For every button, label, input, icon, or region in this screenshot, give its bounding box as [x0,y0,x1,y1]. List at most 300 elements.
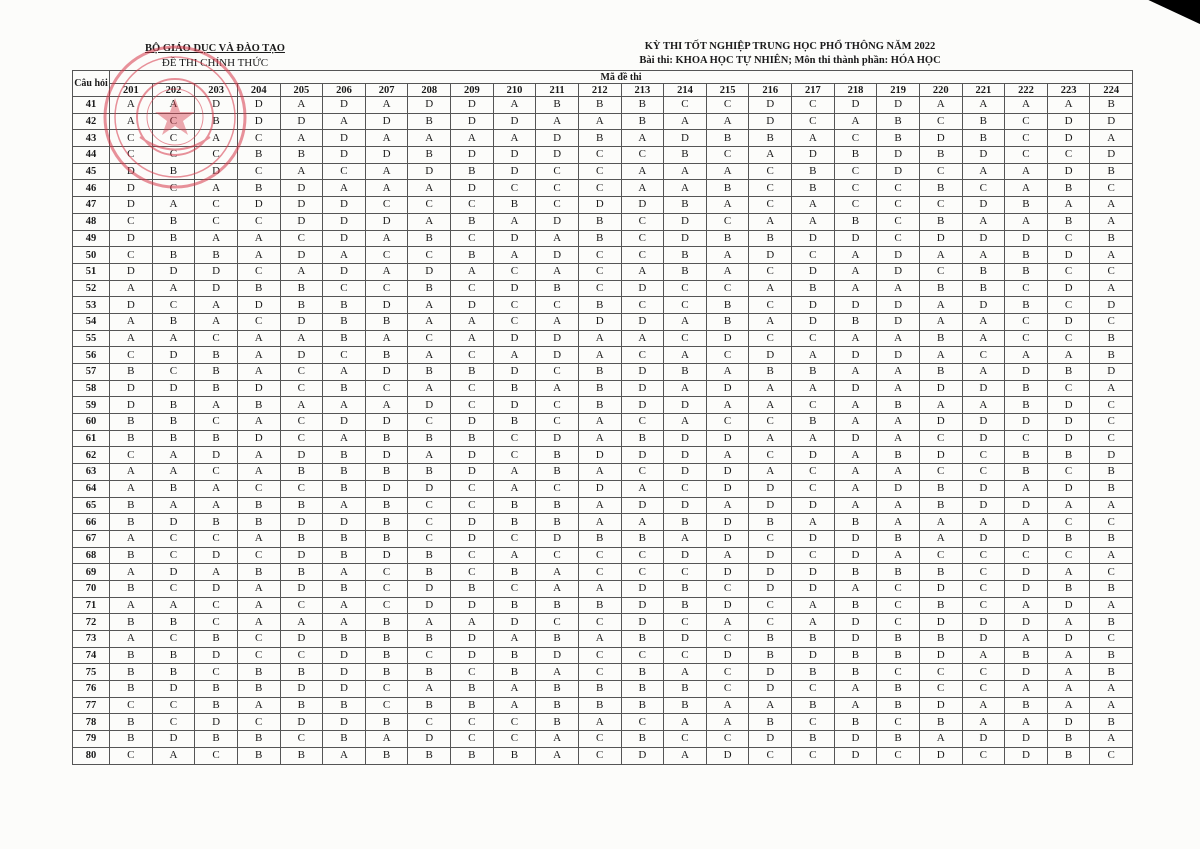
answer-cell: B [1090,647,1133,664]
answer-cell: D [323,230,366,247]
question-number: 58 [73,380,110,397]
answer-cell: B [962,113,1005,130]
answer-cell: A [323,364,366,381]
answer-cell: D [195,647,238,664]
answer-cell: B [749,647,792,664]
answer-cell: B [792,364,835,381]
answer-cell: C [578,263,621,280]
exam-title: KỲ THI TỐT NGHIỆP TRUNG HỌC PHỔ THÔNG NĂM 2022 [644,41,936,52]
answer-cell: C [706,414,749,431]
answer-cell: B [621,731,664,748]
answer-cell: D [834,547,877,564]
answer-cell: D [1090,297,1133,314]
answer-cell: A [110,464,153,481]
answer-cell: C [877,747,920,764]
answer-cell: C [152,364,195,381]
answer-cell: A [1047,681,1090,698]
answer-cell: A [493,130,536,147]
answer-cell: C [792,113,835,130]
answer-cell: D [152,347,195,364]
answer-cell: B [536,447,579,464]
answer-cell: A [749,397,792,414]
answer-cell: C [919,664,962,681]
answer-cell: A [493,697,536,714]
answer-cell: B [408,631,451,648]
exam-code-213: 213 [621,84,664,97]
ministry-name: BỘ GIÁO DỤC VÀ ĐÀO TẠO [145,43,285,54]
answer-cell: C [536,163,579,180]
answer-cell: C [280,230,323,247]
answer-cell: D [962,731,1005,748]
answer-cell: A [152,497,195,514]
answer-cell: A [152,597,195,614]
table-row [73,497,1133,514]
answer-cell: B [834,564,877,581]
answer-cell: C [536,614,579,631]
answer-cell: B [749,130,792,147]
answer-cell: A [408,380,451,397]
answer-cell: A [323,747,366,764]
answer-cell: A [834,364,877,381]
question-number: 69 [73,564,110,581]
answer-cell: D [1047,113,1090,130]
answer-cell: B [493,414,536,431]
answer-cell: D [877,247,920,264]
answer-cell: B [1005,397,1048,414]
answer-cell: C [664,731,707,748]
answer-cell: B [1090,664,1133,681]
exam-code-220: 220 [919,84,962,97]
answer-cell: C [237,313,280,330]
answer-cell: A [578,464,621,481]
answer-cell: C [536,414,579,431]
answer-cell: B [919,631,962,648]
answer-cell: B [237,664,280,681]
answer-cell: D [536,213,579,230]
answer-cell: C [621,213,664,230]
answer-cell: D [110,163,153,180]
answer-cell: D [919,647,962,664]
answer-cell: B [493,380,536,397]
answer-cell: B [195,380,238,397]
answer-cell: C [792,97,835,114]
answer-cell: D [706,530,749,547]
answer-cell: A [1047,197,1090,214]
answer-cell: A [1047,497,1090,514]
answer-cell: B [621,664,664,681]
answer-cell: B [451,213,494,230]
answer-cell: D [323,197,366,214]
answer-cell: C [152,147,195,164]
answer-cell: D [877,97,920,114]
question-number: 73 [73,631,110,648]
answer-cell: D [749,97,792,114]
answer-cell: B [1090,163,1133,180]
answer-cell: B [152,397,195,414]
answer-cell: B [919,597,962,614]
question-number: 72 [73,614,110,631]
answer-cell: C [493,430,536,447]
answer-cell: C [280,647,323,664]
answer-cell: C [110,697,153,714]
answer-cell: C [152,530,195,547]
answer-cell: B [877,697,920,714]
answer-cell: A [451,614,494,631]
question-number: 49 [73,230,110,247]
answer-cell: C [749,163,792,180]
answer-cell: C [451,564,494,581]
answer-cell: D [195,280,238,297]
answer-cell: A [749,280,792,297]
answer-cell: C [110,247,153,264]
answer-cell: C [792,681,835,698]
table-row [73,464,1133,481]
answer-cell: D [323,414,366,431]
answer-cell: A [408,180,451,197]
answer-cell: A [237,247,280,264]
answer-cell: A [237,447,280,464]
table-row [73,597,1133,614]
answer-cell: A [493,347,536,364]
answer-cell: B [1005,697,1048,714]
answer-cell: C [621,647,664,664]
answer-cell: A [664,714,707,731]
answer-cell: C [451,497,494,514]
answer-cell: B [365,497,408,514]
answer-cell: C [237,547,280,564]
answer-cell: C [110,447,153,464]
answer-cell: B [578,213,621,230]
answer-cell: D [962,414,1005,431]
answer-cell: C [749,180,792,197]
answer-cell: A [962,247,1005,264]
answer-cell: D [493,230,536,247]
answer-cell: D [749,664,792,681]
answer-cell: A [365,130,408,147]
answer-cell: C [621,247,664,264]
answer-cell: D [962,297,1005,314]
answer-cell: D [323,213,366,230]
answer-cell: C [451,347,494,364]
answer-cell: A [962,647,1005,664]
answer-cell: B [834,313,877,330]
answer-cell: B [152,313,195,330]
answer-cell: C [749,597,792,614]
answer-cell: B [1047,447,1090,464]
answer-cell: A [152,197,195,214]
answer-cell: B [280,464,323,481]
answer-cell: B [110,414,153,431]
answer-cell: C [792,747,835,764]
answer-rows [73,97,1133,765]
answer-cell: A [834,113,877,130]
answer-cell: C [1090,430,1133,447]
answer-cell: D [493,614,536,631]
answer-cell: B [195,697,238,714]
answer-cell: A [1047,664,1090,681]
answer-cell: A [834,280,877,297]
table-row [73,330,1133,347]
question-number: 57 [73,364,110,381]
question-number: 46 [73,180,110,197]
answer-cell: B [280,747,323,764]
answer-cell: B [110,731,153,748]
exam-code-207: 207 [365,84,408,97]
answer-cell: B [365,430,408,447]
answer-cell: B [451,364,494,381]
answer-cell: B [1005,380,1048,397]
answer-cell: B [877,564,920,581]
answer-cell: D [451,631,494,648]
exam-code-221: 221 [962,84,1005,97]
answer-cell: C [280,364,323,381]
answer-cell: B [621,697,664,714]
answer-cell: A [152,280,195,297]
answer-cell: B [919,497,962,514]
answer-cell: C [706,631,749,648]
answer-cell: D [1047,280,1090,297]
answer-cell: C [919,681,962,698]
answer-cell: A [323,614,366,631]
answer-cell: A [1047,347,1090,364]
answer-cell: D [323,130,366,147]
answer-cell: B [792,664,835,681]
answer-cell: A [706,714,749,731]
answer-cell: C [536,480,579,497]
table-row [73,414,1133,431]
answer-cell: A [834,464,877,481]
question-number: 45 [73,163,110,180]
answer-cell: B [877,731,920,748]
answer-cell: D [1047,130,1090,147]
answer-cell: D [493,163,536,180]
table-row [73,97,1133,114]
answer-cell: C [1047,147,1090,164]
question-number: 74 [73,647,110,664]
answer-cell: D [962,380,1005,397]
answer-cell: A [664,664,707,681]
answer-cell: B [408,547,451,564]
answer-cell: D [1005,747,1048,764]
answer-cell: B [962,280,1005,297]
answer-cell: D [1005,414,1048,431]
answer-cell: A [919,247,962,264]
answer-cell: D [365,113,408,130]
answer-key-table [72,70,1133,765]
answer-cell: A [237,330,280,347]
table-row [73,430,1133,447]
answer-cell: C [834,180,877,197]
answer-cell: D [408,580,451,597]
answer-cell: C [1090,263,1133,280]
answer-cell: B [1005,247,1048,264]
answer-cell: C [451,230,494,247]
answer-cell: A [365,230,408,247]
answer-cell: B [792,731,835,748]
question-number: 62 [73,447,110,464]
answer-cell: C [195,597,238,614]
question-number: 53 [73,297,110,314]
answer-cell: D [365,364,408,381]
answer-cell: A [1005,347,1048,364]
answer-cell: C [706,347,749,364]
answer-cell: B [536,631,579,648]
answer-cell: D [706,380,749,397]
answer-cell: C [578,547,621,564]
answer-cell: C [578,180,621,197]
answer-cell: C [451,547,494,564]
answer-cell: A [834,330,877,347]
question-number: 47 [73,197,110,214]
answer-cell: B [1005,263,1048,280]
answer-cell: A [110,564,153,581]
answer-cell: D [792,297,835,314]
answer-cell: A [664,313,707,330]
answer-cell: C [749,263,792,280]
answer-cell: B [280,664,323,681]
answer-cell: C [1047,297,1090,314]
answer-cell: C [493,580,536,597]
answer-cell: A [323,397,366,414]
answer-cell: D [195,97,238,114]
answer-cell: A [280,330,323,347]
answer-cell: D [706,564,749,581]
answer-cell: D [408,97,451,114]
answer-cell: B [493,197,536,214]
answer-cell: C [195,464,238,481]
answer-cell: C [493,297,536,314]
answer-cell: D [1005,230,1048,247]
answer-cell: C [280,380,323,397]
answer-cell: D [664,447,707,464]
answer-cell: A [919,297,962,314]
answer-cell: B [536,497,579,514]
answer-cell: A [1090,597,1133,614]
answer-cell: C [1005,547,1048,564]
answer-cell: B [919,280,962,297]
answer-cell: B [408,147,451,164]
answer-cell: D [621,747,664,764]
answer-cell: D [280,313,323,330]
exam-code-217: 217 [792,84,835,97]
answer-cell: C [664,97,707,114]
answer-cell: B [578,230,621,247]
answer-cell: D [152,514,195,531]
answer-cell: C [237,263,280,280]
answer-cell: B [792,280,835,297]
answer-cell: B [110,714,153,731]
answer-cell: D [280,714,323,731]
exam-code-209: 209 [451,84,494,97]
exam-code-203: 203 [195,84,238,97]
answer-cell: A [706,263,749,280]
answer-cell: A [110,597,153,614]
answer-cell: C [621,347,664,364]
answer-cell: C [621,714,664,731]
answer-cell: B [664,197,707,214]
answer-cell: C [749,530,792,547]
answer-cell: A [962,213,1005,230]
answer-cell: D [408,263,451,280]
answer-cell: D [451,597,494,614]
answer-cell: A [195,180,238,197]
answer-cell: D [110,263,153,280]
table-row [73,130,1133,147]
answer-cell: B [408,113,451,130]
answer-cell: C [919,263,962,280]
answer-cell: B [1090,347,1133,364]
answer-cell: B [365,714,408,731]
answer-cell: C [323,280,366,297]
answer-cell: B [834,664,877,681]
answer-cell: C [1047,330,1090,347]
answer-cell: B [408,664,451,681]
answer-cell: D [451,97,494,114]
answer-cell: D [877,480,920,497]
answer-cell: A [237,697,280,714]
answer-cell: D [493,113,536,130]
answer-cell: D [664,230,707,247]
answer-cell: C [110,747,153,764]
answer-cell: A [749,313,792,330]
question-number: 63 [73,464,110,481]
answer-cell: D [451,297,494,314]
answer-cell: A [877,430,920,447]
answer-cell: D [919,580,962,597]
answer-cell: D [621,197,664,214]
answer-cell: C [152,297,195,314]
answer-cell: B [110,647,153,664]
answer-cell: B [365,347,408,364]
answer-cell: D [1090,113,1133,130]
answer-cell: A [237,597,280,614]
answer-cell: A [536,263,579,280]
answer-cell: C [451,380,494,397]
answer-cell: B [323,447,366,464]
question-number: 78 [73,714,110,731]
exam-code-205: 205 [280,84,323,97]
answer-cell: B [1090,330,1133,347]
answer-cell: C [408,247,451,264]
answer-cell: C [536,364,579,381]
answer-cell: C [110,147,153,164]
answer-cell: B [110,364,153,381]
answer-cell: D [749,497,792,514]
answer-cell: B [408,464,451,481]
answer-cell: B [536,464,579,481]
answer-cell: D [834,614,877,631]
answer-cell: B [706,130,749,147]
answer-cell: A [877,330,920,347]
answer-cell: A [323,597,366,614]
answer-cell: A [834,480,877,497]
table-row [73,113,1133,130]
answer-cell: D [237,113,280,130]
answer-cell: B [280,147,323,164]
answer-cell: A [1047,647,1090,664]
answer-cell: D [919,230,962,247]
answer-cell: A [280,163,323,180]
answer-cell: D [962,614,1005,631]
answer-cell: D [365,447,408,464]
answer-cell: C [536,397,579,414]
answer-cell: C [877,230,920,247]
answer-cell: A [536,230,579,247]
answer-cell: D [834,731,877,748]
answer-cell: B [152,647,195,664]
answer-cell: A [664,414,707,431]
answer-cell: B [834,147,877,164]
